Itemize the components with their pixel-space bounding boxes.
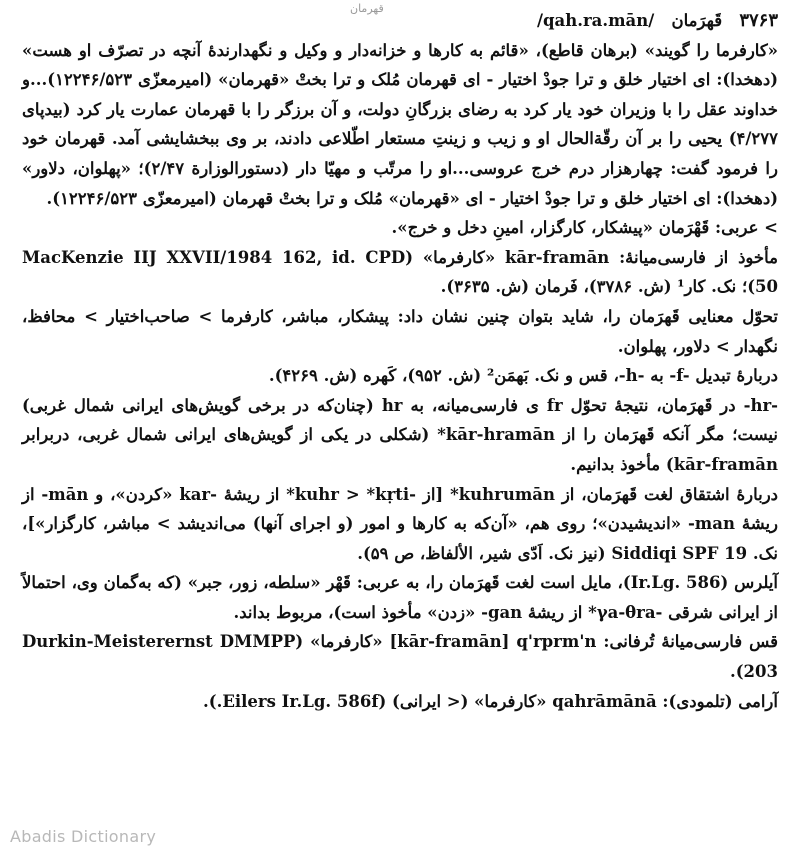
paragraph-definition: «کارفرما را گویند» (برهان قاطع)، «قائم به کارها و خزانه‌دار و وکیل و نگهدارندهٔ آنچه در تصرّف او هست» (دهخدا): ای اختیار خلق و ترا جودْ اختیار - ای قهرمان مُلک و ترا بختْ «قهرمان» (امیرمعزّی ۱۲۲۴۶/۵۲۳)...و خداوند عقل را با وزیران خود یار کرد به رضای بزرگانِ دولت، و آن برزگر را با قهرمان عمارت یار کرد (بیدپای ۴/۲۷۷) یحیی را بر آن رقّة‌الحال او و زیب و زینتِ مستعار اطّلاعی دادند، بر وی ببخشایشی آمد. قهرمان خود را فرمود گفت: چهارهزار درم خرج عروسی...او را مرتّب و مهیّا دار (دستورالوزارة ۲/۴۷)؛ «پهلوان، دلاور» (دهخدا): ای اختیار خلق و ترا جودْ اختیار - ای «قهرمان» مُلک و ترا بختْ قهرمان (امیرمعزّی ۱۲۲۴۶/۵۲۳). xyxy=(22,40,778,208)
paragraph-turfan: قس فارسی‌میانهٔ تُرفانی: kār-framān] q'rprm'n] «کارفرما» (Durkin-Meisterernst DMMPP 203). xyxy=(22,632,779,682)
paragraph-semantic-shift: تحوّل معنایی قَهرَمان را، شاید بتوان چنین نشان داد: پیشکار، مباشر، کارفرما > صاحب‌اختیار > محافظ، نگهدار > دلاور، پهلوان. xyxy=(22,306,778,356)
entry-headline xyxy=(537,6,778,36)
paragraph-middle-persian: مأخوذ از فارسی‌میانهٔ: kār-framān «کارفرما» (MacKenzie IIJ XXVII/1984 162, id. CPD 50)؛ نک. کار¹ (ش. ۳۷۸۶)، فَرمان (ش. ۳۶۳۵). xyxy=(22,247,779,297)
headword: قَهرَمان xyxy=(671,11,723,30)
watermark-bottom: Abadis Dictionary xyxy=(10,827,157,846)
transliteration: /qah.ra.mān/ xyxy=(536,11,655,30)
dictionary-page xyxy=(22,6,778,852)
paragraph-aramaic: آرامی (تلمودی): qahrāmānā «کارفرما» (< ایرانی) (Eilers Ir.Lg. 586f.). xyxy=(203,691,778,711)
paragraph-arabic: > عربی: قَهْرَمان «پیشکار، کارگزار، امینِ دخل و خرج». xyxy=(391,218,778,238)
paragraph-hr: ‎-hr-‎ در قَهرَمان، نتیجهٔ تحوّل fr ی فارسی‌میانه، به hr (چنان‌که در برخی گویش‌های ایرانی شمال غربی) نیست؛ مگر آنکه قَهرَمان را از ‎*kār-hramān‎ (شکلی در یکی از گویش‌های ایرانی شمال غربی، دربرابر kār-framān) مأخوذ بدانیم. xyxy=(22,395,779,474)
paragraph-f-to-h: دربارهٔ تبدیل ‎-f-‎ به ‎-h-‎، قس و نک. بَهمَن² (ش. ۹۵۲)، کَهره (ش. ۴۲۶۹). xyxy=(268,366,778,386)
entry-header xyxy=(22,6,778,36)
watermark-top: قهرمان xyxy=(350,2,384,15)
paragraph-eilers: آیلرس (Ir.Lg. 586)، مایل است لغت قَهرَمان را، به عربی: قَهْر «سلطه، زور، جبر» (که به‌گمان وی، احتمالاً از ایرانی شرقی ‎*γa-θra-‎ از ریشهٔ ‎-gan‎ «زدن» مأخوذ است)، مربوط بداند. xyxy=(22,573,778,622)
entry-number: ۳۷۶۳ xyxy=(739,10,778,31)
paragraph-etymology: دربارهٔ اشتقاق لغت قَهرَمان، از ‎*kuhrumān‎ [از ‎*kuhr‎ > ‎*kṛti-‎ از ریشهٔ ‎kar-‎ «کردن»، و ‎-mān‎ از ریشهٔ ‎-man‎ «اندیشیدن»؛ روی هم، «آن‌که به کارها و امور (و اجرای آنها) می‌اندیشد > مباشر، کارگزار»]، نک. Siddiqi SPF 19 (نیز نک. اَدّی شیر، الألفاظ، ص ۵۹). xyxy=(22,484,779,563)
